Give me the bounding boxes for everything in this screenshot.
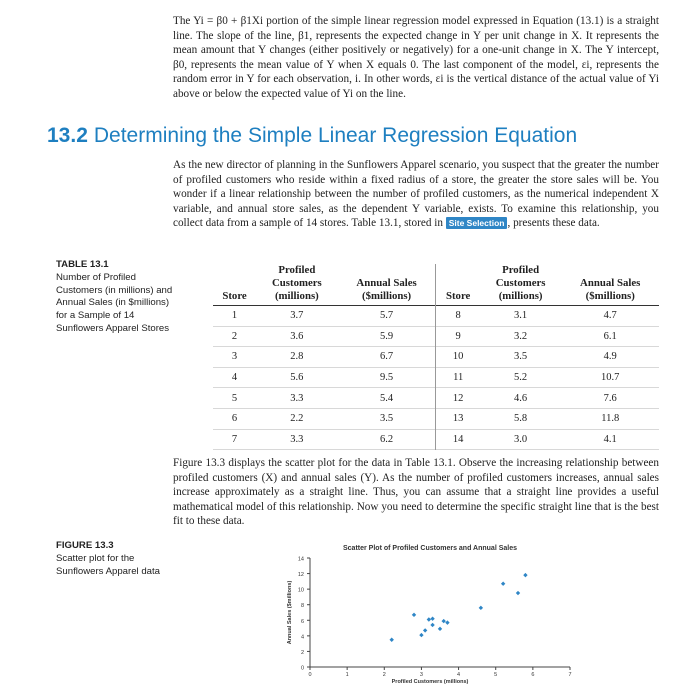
table-row: [213, 408, 659, 429]
data-table: [213, 264, 659, 450]
y-tick-label: 14: [297, 556, 304, 563]
y-tick-label: 6: [300, 618, 304, 625]
table-cell: 9.5: [380, 372, 394, 384]
scatter-point: [427, 617, 431, 621]
y-tick-label: 0: [300, 665, 304, 672]
table-cell: 5.2: [514, 372, 528, 384]
x-tick-label: 2: [382, 672, 386, 678]
header-store-2: Store: [436, 264, 480, 306]
scatter-point: [423, 628, 427, 632]
scatter-point: [430, 623, 434, 627]
section-number: 13.2: [47, 124, 88, 147]
table-cell: 5.7: [380, 310, 394, 322]
scatter-point: [523, 573, 527, 577]
table-cell: 5.8: [514, 413, 528, 425]
scenario-paragraph: [173, 158, 659, 231]
table-cell: 5.4: [380, 392, 394, 404]
table-row: [213, 326, 659, 347]
table-cell: 3.5: [380, 413, 394, 425]
y-axis-label: Annual Sales ($millions): [287, 580, 293, 645]
figure-caption-text: Scatter plot for the Sunflowers Apparel data: [56, 552, 160, 577]
y-tick-label: 12: [297, 572, 304, 579]
table-cell: 6.2: [380, 433, 394, 445]
figure-paragraph: Figure 13.3 displays the scatter plot for the data in Table 13.1. Observe the increasing relationship between profiled customers (X) and annual sales (Y). As the number of profiled customers increases, annual sales increase approximately as a straight line. Thus, you can assume that a straight line provides a useful mathematical model of this relationship. Now you need to determine the specific straight line that is the best fit to these data.: [173, 457, 659, 528]
x-axis-label: Profiled Customers (millions): [391, 679, 469, 685]
table-caption: [56, 259, 174, 336]
chart-title: Scatter Plot of Profiled Customers and Annual Sales: [343, 545, 517, 552]
table-cell: 11: [436, 367, 480, 388]
x-tick-label: 0: [308, 672, 312, 678]
table-cell: 12: [436, 388, 480, 409]
table-cell: 13: [436, 408, 480, 429]
intro-paragraph: The Yi = β0 + β1Xi portion of the simple linear regression model expressed in Equation (13.1) is a straight line. The slope of the line, β1, represents the expected change in Y per unit change in X. It represents the mean amount that Y changes (either positively or negatively) for a one-unit change in X. The Y intercept, β0, represents the mean value of Y when X equals 0. The last component of the model, εi, represents the random error in Y for each observation, i. In other words, εi is the vertical distance of the actual value of Yi above or below the expected value of Yi on the line.: [173, 15, 659, 100]
scatter-point: [430, 617, 434, 621]
table-cell: 3.1: [514, 310, 528, 322]
figure-caption: [56, 540, 174, 578]
scatter-point: [516, 591, 520, 595]
x-tick-label: 5: [494, 672, 498, 678]
scatter-point: [419, 633, 423, 637]
scatter-point: [412, 613, 416, 617]
scatter-chart: [280, 540, 580, 685]
header-profiled-2: Profiled Customers (millions): [495, 264, 546, 302]
table-cell: 3.0: [514, 433, 528, 445]
table-cell: 2: [231, 330, 238, 342]
table-cell: 4.6: [514, 392, 528, 404]
table-row: [213, 429, 659, 450]
table-cell: 6: [231, 413, 238, 425]
y-tick-label: 2: [300, 649, 304, 656]
table-cell: 11.8: [601, 413, 620, 425]
table-caption-text: Number of Profiled Customers (in millions) and Annual Sales (in $millions) for a Sample of 14 Sunflowers Apparel Stores: [56, 271, 173, 334]
table-cell: 7.6: [603, 392, 617, 404]
x-tick-label: 7: [568, 672, 572, 678]
scatter-point: [479, 606, 483, 610]
x-tick-label: 4: [457, 672, 461, 678]
y-tick-label: 4: [300, 634, 304, 641]
table-cell: 3: [231, 351, 238, 363]
scatter-point: [390, 638, 394, 642]
header-store: Store: [222, 290, 247, 302]
table-cell: 9: [436, 326, 480, 347]
table-cell: 4.1: [603, 433, 617, 445]
table-label: TABLE 13.1: [56, 259, 109, 270]
table-cell: 4: [231, 372, 238, 384]
table-cell: 5: [231, 392, 238, 404]
table-cell: 3.6: [290, 330, 304, 342]
table-row: [213, 306, 659, 327]
y-tick-label: 8: [300, 603, 304, 610]
table-cell: 4.9: [603, 351, 617, 363]
y-tick-label: 10: [297, 587, 304, 594]
header-sales-2: Annual Sales ($millions): [580, 277, 641, 302]
table-cell: 5.9: [380, 330, 394, 342]
table-cell: 3.5: [514, 351, 528, 363]
scatter-point: [438, 627, 442, 631]
scenario-text: As the new director of planning in the Sunflowers Apparel scenario, you suspect that the greater the number of profiled customers who reside within a fixed radius of a store, the greater the store sales will be. You wonder if a linear relationship between the number of profiled customers, as the numerical independent X variable, and annual store sales, as the dependent Y variable, exists. To examine this relationship, you collect data from a sample of 14 stores. Table 13.1, stored in: [173, 159, 659, 230]
table-cell: 3.3: [290, 392, 304, 404]
scenario-text-end: , presents these data.: [507, 217, 600, 230]
table-cell: 10.7: [601, 372, 620, 384]
figure-label: FIGURE 13.3: [56, 540, 114, 551]
x-tick-label: 3: [419, 672, 423, 678]
section-heading: [47, 124, 577, 148]
table-cell: 3.2: [514, 330, 528, 342]
header-profiled: Profiled Customers (millions): [271, 264, 322, 302]
table-cell: 3.3: [290, 433, 304, 445]
x-tick-label: 6: [531, 672, 535, 678]
table-cell: 4.7: [603, 310, 617, 322]
table-cell: 1: [231, 310, 238, 322]
table-cell: 10: [436, 347, 480, 368]
header-sales: Annual Sales ($millions): [356, 277, 417, 302]
table-cell: 5.6: [290, 372, 304, 384]
section-title: Determining the Simple Linear Regression Equation: [93, 124, 578, 147]
table-row: [213, 388, 659, 409]
table-cell: 6.7: [380, 351, 394, 363]
table-cell: 7: [231, 433, 238, 445]
table-cell: 14: [436, 429, 480, 450]
table-row: [213, 367, 659, 388]
table-header-row: [213, 264, 659, 306]
table-row: [213, 347, 659, 368]
table-cell: 8: [436, 306, 480, 327]
table-cell: 2.2: [290, 413, 304, 425]
table-cell: 2.8: [290, 351, 304, 363]
table-cell: 6.1: [603, 330, 617, 342]
scatter-point: [501, 581, 505, 585]
x-tick-label: 1: [345, 672, 349, 678]
file-chip[interactable]: Site Selection: [446, 217, 508, 229]
table-cell: 3.7: [290, 310, 304, 322]
